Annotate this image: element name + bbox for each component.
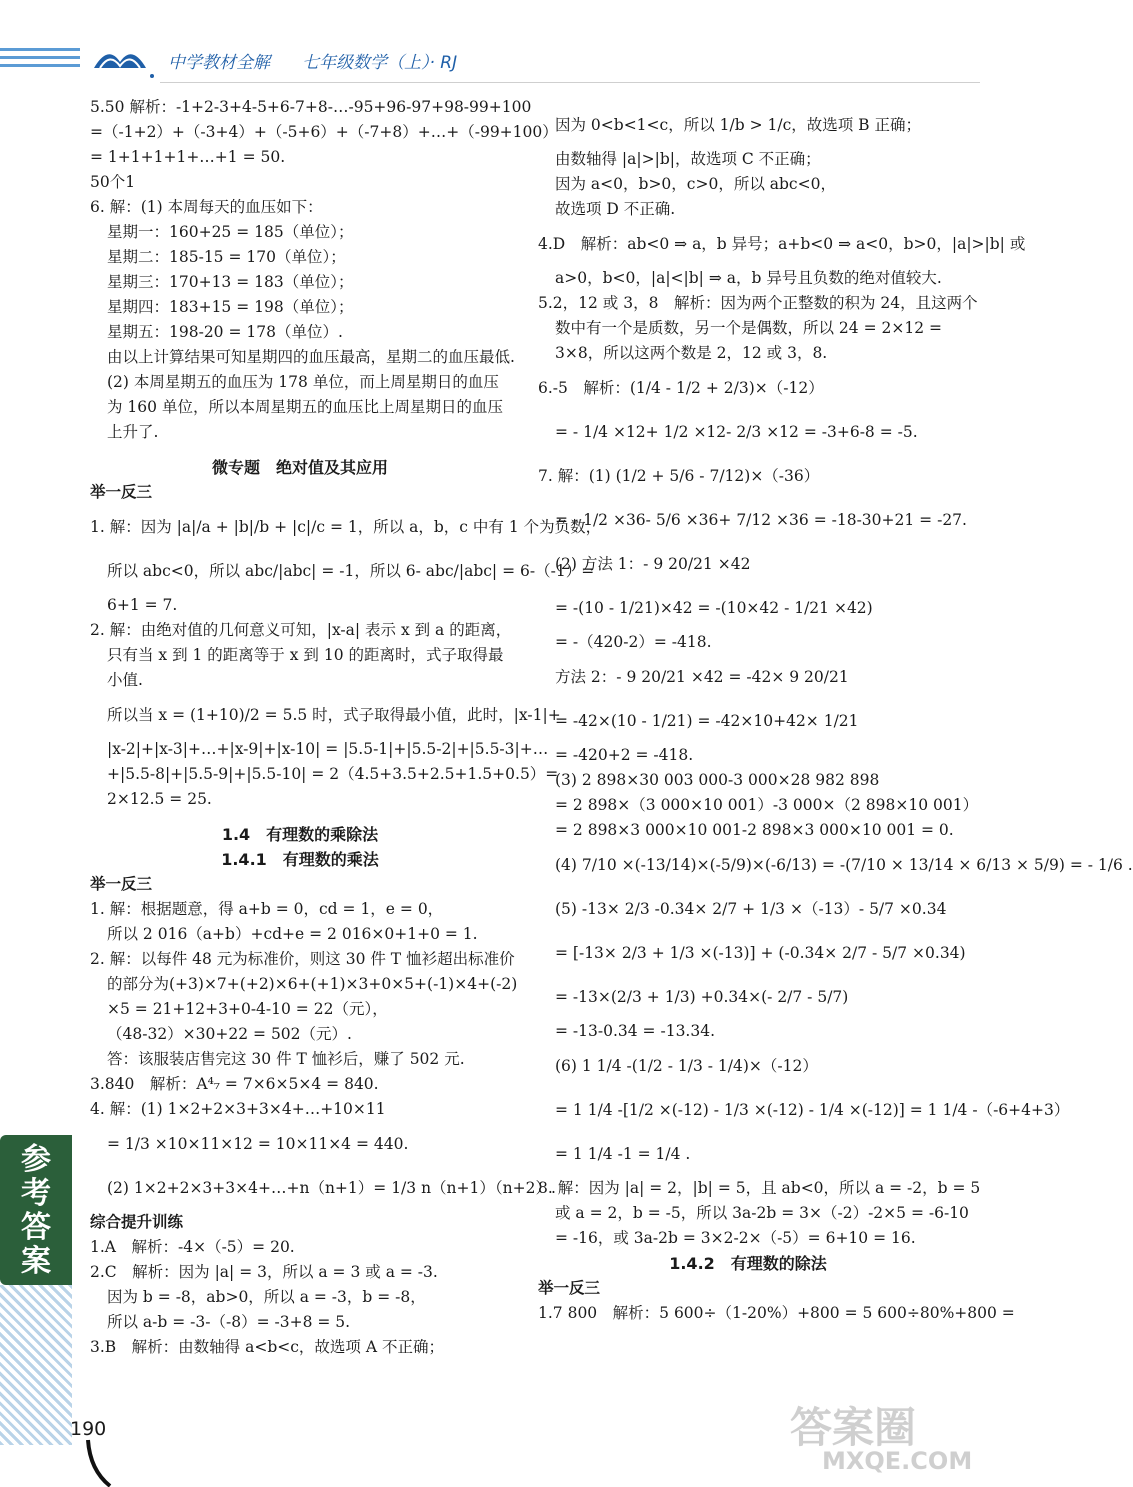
text-line: 5.2，12 或 3，8 解析：因为两个正整数的积为 24，且这两个 xyxy=(538,294,978,312)
text-line: 2×12.5 = 25. xyxy=(107,790,212,808)
text-line: 因为 a<0，b>0，c>0，所以 abc<0， xyxy=(555,175,836,193)
text-line: (2) 本周星期五的血压为 178 单位，而上周星期日的血压 xyxy=(107,373,499,391)
page-header xyxy=(0,30,1000,90)
text-line: 所以 2 016（a+b）+cd+e = 2 016×0+1+0 = 1. xyxy=(107,925,478,943)
text-line: 2.C 解析：因为 |a| = 3，所以 a = 3 或 a = -3. xyxy=(90,1263,438,1281)
text-line: 8. 解：因为 |a| = 2，|b| = 5，且 ab<0，所以 a = -2，b = 5 xyxy=(538,1179,981,1197)
text-line: = 1 1/4 -1 = 1/4 . xyxy=(555,1145,691,1163)
text-line: = [-13× 2/3 + 1/3 ×(-13)] + (-0.34× 2/7 - 5/7 ×0.34) xyxy=(555,944,966,962)
right-column xyxy=(538,103,1133,1326)
text-line: (5) -13× 2/3 -0.34× 2/7 + 1/3 ×（-13）- 5/7 ×0.34 xyxy=(555,900,947,918)
section-tab-label: 参考答案 xyxy=(21,1142,51,1279)
text-line: 小值. xyxy=(107,671,143,689)
text-line: 1. 解：根据题意，得 a+b = 0，cd = 1，e = 0， xyxy=(90,900,444,918)
spacer xyxy=(90,812,510,822)
header-decoration xyxy=(0,48,80,78)
text-line: 1.A 解析：-4×（-5）= 20. xyxy=(90,1238,295,1256)
text-line: 因为 b = -8，ab>0，所以 a = -3，b = -8， xyxy=(107,1288,426,1306)
text-line: = 1+1+1+1+…+1 = 50. xyxy=(90,148,286,166)
text-line: (2) 方法 1：- 9 20/21 ×42 xyxy=(555,555,751,573)
text-line: = 1/3 ×10×11×12 = 10×11×4 = 440. xyxy=(107,1135,409,1153)
section-tab xyxy=(0,1135,72,1285)
text-line: (6) 1 1/4 -(1/2 - 1/3 - 1/4)×（-12） xyxy=(555,1057,818,1075)
section-heading: 1.4.1 有理数的乘法 xyxy=(221,850,379,869)
text-line: （48-32）×30+22 = 502（元）. xyxy=(107,1025,352,1043)
page-number: 190 xyxy=(70,1418,107,1440)
text-line: 6+1 = 7. xyxy=(107,596,178,614)
text-line: 6.-5 解析：(1/4 - 1/2 + 2/3)×（-12） xyxy=(538,379,824,397)
left-column xyxy=(90,95,602,1360)
text-line: 4. 解：(1) 1×2+2×3+3×4+…+10×11 xyxy=(90,1100,386,1118)
text-line: 3.840 解析：A⁴₇ = 7×6×5×4 = 840. xyxy=(90,1075,379,1093)
text-line: = -13×(2/3 + 1/3) +0.34×(- 2/7 - 5/7) xyxy=(555,988,849,1006)
text-line: 星期三：170+13 = 183（单位）； xyxy=(107,273,354,291)
text-line: 3.B 解析：由数轴得 a<b<c，故选项 A 不正确； xyxy=(90,1338,444,1356)
book-logo-icon xyxy=(86,38,156,86)
text-line: 2. 解：以每件 48 元为标准价，则这 30 件 T 恤衫超出标准价 xyxy=(90,950,515,968)
text-line: a>0，b<0，|a|<|b| ⇒ a，b 异号且负数的绝对值较大. xyxy=(555,269,942,287)
text-line: 数中有一个是质数，另一个是偶数，所以 24 = 2×12 = xyxy=(555,319,942,337)
text-line: = -16，或 3a-2b = 3×2-2×（-5）= 6+10 = 16. xyxy=(555,1229,916,1247)
text-line: = 2 898×3 000×10 001-2 898×3 000×10 001 = 0. xyxy=(555,821,954,839)
text-line: 举一反三 xyxy=(90,875,153,893)
text-line: (3) 2 898×30 003 000-3 000×28 982 898 xyxy=(555,771,880,789)
spacer xyxy=(90,445,510,455)
text-line: 6. 解：(1) 本周每天的血压如下： xyxy=(90,198,323,216)
text-line: 所以当 x = (1+10)/2 = 5.5 时，式子取得最小值，此时，|x-1|+ xyxy=(107,706,561,724)
text-line: (4) 7/10 ×(-13/14)×(-5/9)×(-6/13) = -(7/10 × 13/14 × 6/13 × 5/9) = - 1/6 . xyxy=(555,856,1133,874)
book-subtitle: 七年级数学（上）· RJ xyxy=(302,53,458,73)
text-line: 故选项 D 不正确. xyxy=(555,200,676,218)
page-swoosh-icon xyxy=(84,1440,114,1487)
text-line: +|5.5-8|+|5.5-9|+|5.5-10| = 2（4.5+3.5+2.5+1.5+0.5）= xyxy=(107,765,559,783)
text-line: 所以 a-b = -3-（-8）= -3+8 = 5. xyxy=(107,1313,351,1331)
text-line: ×5 = 21+12+3+0-4-10 = 22（元）， xyxy=(107,1000,388,1018)
text-line: = 2 898×（3 000×10 001）-3 000×（2 898×10 001） xyxy=(555,796,979,814)
text-line: 由数轴得 |a|>|b|，故选项 C 不正确； xyxy=(555,150,821,168)
text-line: 星期二：185-15 = 170（单位）； xyxy=(107,248,346,266)
text-line: 1.7 800 解析：5 600÷（1-20%）+800 = 5 600÷80%+800 = xyxy=(538,1304,1015,1322)
text-line: (2) 1×2+2×3+3×4+…+n（n+1）= 1/3 n（n+1）（n+2）. xyxy=(107,1179,556,1197)
text-line: 由以上计算结果可知星期四的血压最高，星期二的血压最低. xyxy=(107,348,515,366)
text-line: = -（420-2）= -418. xyxy=(555,633,712,651)
section-heading: 微专题 绝对值及其应用 xyxy=(211,458,388,477)
text-line: 星期五：198-20 = 178（单位）. xyxy=(107,323,343,341)
text-line: 3×8，所以这两个数是 2，12 或 3，8. xyxy=(555,344,828,362)
text-line: 星期一：160+25 = 185（单位）； xyxy=(107,223,354,241)
text-line: 方法 2：- 9 20/21 ×42 = -42× 9 20/21 xyxy=(555,668,849,686)
text-line: = 1 1/4 -[1/2 ×(-12) - 1/3 ×(-12) - 1/4 ×(-12)] = 1 1/4 -（-6+4+3） xyxy=(555,1101,1070,1119)
watermark xyxy=(790,1395,990,1485)
text-line: 4.D 解析：ab<0 ⇒ a，b 异号；a+b<0 ⇒ a<0，b>0，|a|>|b| 或 xyxy=(538,235,1026,253)
watermark-url: MXQE.COM xyxy=(822,1447,973,1475)
text-line: 举一反三 xyxy=(90,483,153,501)
text-line: 上升了. xyxy=(107,423,159,441)
text-line: 所以 abc<0，所以 abc/|abc| = -1，所以 6- abc/|abc| = 6-（-1）= xyxy=(107,562,595,580)
text-line: 因为 0<b<1<c，所以 1/b > 1/c，故选项 B 正确； xyxy=(555,116,921,134)
text-line: 2. 解：由绝对值的几何意义可知，|x-a| 表示 x 到 a 的距离， xyxy=(90,621,512,639)
text-line: = -13-0.34 = -13.34. xyxy=(555,1022,716,1040)
text-line: = -(10 - 1/21)×42 = -(10×42 - 1/21 ×42) xyxy=(555,599,873,617)
text-line: = -42×(10 - 1/21) = -42×10+42× 1/21 xyxy=(555,712,859,730)
text-line: 50个1 xyxy=(90,173,136,191)
text-line: =（-1+2）+（-3+4）+（-5+6）+（-7+8）+…+（-99+100） xyxy=(90,123,558,141)
text-line: 7. 解：(1) (1/2 + 5/6 - 7/12)×（-36） xyxy=(538,467,820,485)
text-line: 举一反三 xyxy=(538,1279,601,1297)
text-line: 星期四：183+15 = 198（单位）； xyxy=(107,298,354,316)
text-line: = - 1/2 ×36- 5/6 ×36+ 7/12 ×36 = -18-30+21 = -27. xyxy=(555,511,967,529)
text-line: 1. 解：因为 |a|/a + |b|/b + |c|/c = 1，所以 a，b，c 中有 1 个为负数， xyxy=(90,518,602,536)
text-line: 5.50 解析：-1+2-3+4-5+6-7+8-…-95+96-97+98-99+100 xyxy=(90,98,532,116)
text-line: = -420+2 = -418. xyxy=(555,746,694,764)
header-rule xyxy=(160,82,980,83)
text-line: = - 1/4 ×12+ 1/2 ×12- 2/3 ×12 = -3+6-8 = -5. xyxy=(555,423,918,441)
section-heading: 1.4.2 有理数的除法 xyxy=(669,1254,827,1273)
section-heading: 1.4 有理数的乘除法 xyxy=(221,825,379,844)
text-line: 为 160 单位，所以本周星期五的血压比上周星期日的血压 xyxy=(107,398,503,416)
watermark-logo: 答案圈 xyxy=(790,1403,917,1452)
book-title: 中学教材全解 xyxy=(168,53,270,73)
text-line: 答：该服装店售完这 30 件 T 恤衫后，赚了 502 元. xyxy=(107,1050,465,1068)
side-pattern xyxy=(0,1285,72,1445)
text-line: |x-2|+|x-3|+…+|x-9|+|x-10| = |5.5-1|+|5.5-2|+|5.5-3|+… xyxy=(107,740,549,758)
text-line: 只有当 x 到 1 的距离等于 x 到 10 的距离时，式子取得最 xyxy=(107,646,504,664)
text-line: 或 a = 2，b = -5，所以 3a-2b = 3×（-2）-2×5 = -6-10 xyxy=(555,1204,969,1222)
text-line: 的部分为(+3)×7+(+2)×6+(+1)×3+0×5+(-1)×4+(-2) xyxy=(107,975,518,993)
text-line: 综合提升训练 xyxy=(90,1213,184,1231)
